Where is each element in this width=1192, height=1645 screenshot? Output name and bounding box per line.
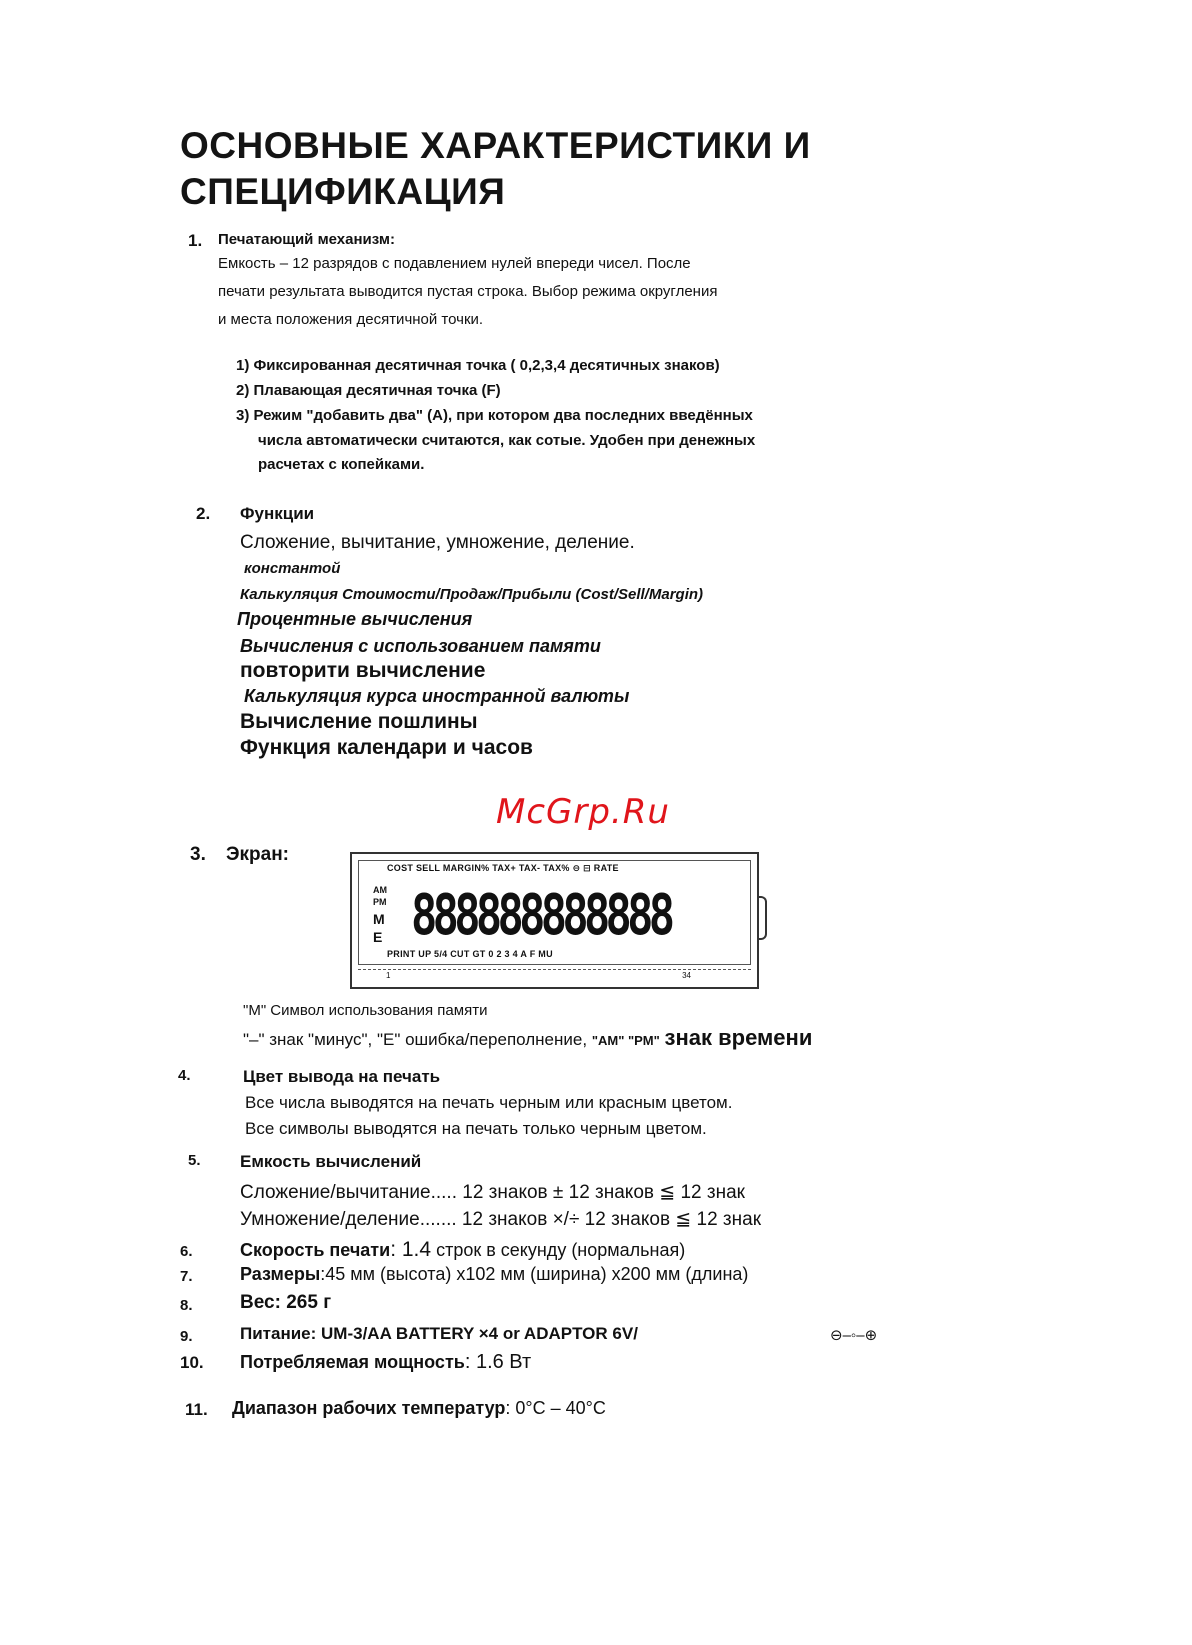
section-1-line1: Емкость – 12 разрядов с подавлением нулей впереди чисел. После <box>218 255 691 272</box>
section-2-number: 2. <box>196 504 211 523</box>
section-8-number: 8. <box>180 1297 193 1314</box>
section-11-row <box>232 1398 606 1419</box>
section-4-line2: Все символы выводятся на печать только черным цветом. <box>245 1119 707 1138</box>
note-signs <box>243 1025 812 1051</box>
power-consumption-label: Потребляемая мощность <box>240 1352 465 1372</box>
section-9-number: 9. <box>180 1328 193 1345</box>
weight-label: Вес <box>240 1292 275 1313</box>
section-3-heading: Экран: <box>226 844 290 865</box>
section-1-item2: 2) Плавающая десятичная точка (F) <box>236 382 501 399</box>
lcd-display-diagram <box>350 852 759 989</box>
note-time-sign: знак времени <box>664 1025 813 1050</box>
section-5-line2: Умножение/деление....... 12 знаков ×/÷ 12 знаков ≦ 12 знак <box>240 1209 762 1230</box>
print-speed-value: : 1.4 <box>390 1238 432 1261</box>
section-1-item3c: расчетах с копейками. <box>258 456 425 473</box>
function-2: константой <box>244 560 341 577</box>
lcd-error-symbol: E <box>373 929 383 945</box>
section-3-number: 3. <box>190 844 206 865</box>
lcd-memory-symbol: M <box>373 911 385 927</box>
section-7-number: 7. <box>180 1268 193 1285</box>
lcd-scale-right: 34 <box>682 971 691 980</box>
section-1-heading: Печатающий механизм: <box>218 231 395 248</box>
temperature-label: Диапазон рабочих температур <box>232 1398 506 1418</box>
function-1: Сложение, вычитание, умножение, деление. <box>240 532 635 553</box>
function-7: Калькуляция курса иностранной валюты <box>244 686 630 706</box>
function-4: Процентные вычисления <box>237 609 473 629</box>
section-1-number: 1. <box>188 231 203 250</box>
section-4-heading: Цвет вывода на печать <box>243 1067 441 1086</box>
page-title-line1: ОСНОВНЫЕ ХАРАКТЕРИСТИКИ И <box>180 125 811 166</box>
power-label: Питание <box>240 1324 311 1343</box>
section-5-heading: Емкость вычислений <box>240 1152 422 1171</box>
section-5-line1: Сложение/вычитание..... 12 знаков ± 12 знаков ≦ 12 знак <box>240 1182 745 1203</box>
print-speed-label: Скорость печати <box>240 1240 391 1260</box>
section-1-item3a: 3) Режим "добавить два" (A), при котором два последних введённых <box>236 407 753 424</box>
section-10-number: 10. <box>180 1353 204 1372</box>
weight-value: : 265 г <box>274 1292 332 1313</box>
dimensions-value: :45 мм (высота) x102 мм (ширина) x200 мм (длина) <box>320 1264 749 1284</box>
dimensions-label: Размеры <box>240 1264 321 1284</box>
section-5-number: 5. <box>188 1152 201 1169</box>
page-title-line2: СПЕЦИФИКАЦИЯ <box>180 171 506 212</box>
section-10-row <box>240 1351 531 1374</box>
watermark: McGrp.Ru <box>496 792 670 832</box>
lcd-side-tab <box>757 896 767 940</box>
section-1-item1: 1) Фиксированная десятичная точка ( 0,2,3,4 десятичных знаков) <box>236 357 720 374</box>
power-consumption-value: : 1.6 Вт <box>464 1351 532 1373</box>
section-6-number: 6. <box>180 1243 193 1260</box>
note-am-pm: "AM" "PM" <box>591 1033 660 1048</box>
power-value: : UM-3/AA BATTERY ×4 or ADAPTOR 6V/ <box>310 1324 638 1343</box>
lcd-scale-left: 1 <box>386 971 391 980</box>
section-1-item3b: числа автоматически считаются, как сотые. Удобен при денежных <box>258 432 756 449</box>
lcd-segment-scale <box>358 969 751 982</box>
note-memory-symbol: "M" Символ использования памяти <box>243 1002 488 1019</box>
function-6: повторити вычисление <box>240 659 486 682</box>
lcd-am-label: AM <box>373 885 387 895</box>
section-4-number: 4. <box>178 1067 191 1084</box>
section-9-row <box>240 1324 638 1344</box>
section-11-number: 11. <box>185 1400 208 1419</box>
lcd-digits: 888888888888 <box>411 883 671 948</box>
lcd-bottom-annunciators: PRINT UP 5/4 CUT GT 0 2 3 4 A F MU <box>387 949 553 959</box>
lcd-pm-label: PM <box>373 897 387 907</box>
lcd-screen <box>358 860 751 965</box>
note-signs-text: "–" знак "минус", "E" ошибка/переполнение, <box>243 1030 588 1049</box>
section-7-row <box>240 1264 748 1285</box>
function-3: Калькуляция Стоимости/Продаж/Прибыли (Cost/Sell/Margin) <box>240 586 704 603</box>
section-6-row <box>240 1238 685 1262</box>
section-8-row <box>240 1292 331 1314</box>
section-4-line1: Все числа выводятся на печать черным или красным цветом. <box>245 1093 733 1112</box>
section-1-line3: и места положения десятичной точки. <box>218 311 484 328</box>
section-1-line2: печати результата выводится пустая строка. Выбор режима округления <box>218 283 718 300</box>
function-8: Вычисление пошлины <box>240 710 478 733</box>
print-speed-rest: строк в секунду (нормальная) <box>436 1240 686 1260</box>
function-5: Вычисления с использованием памяти <box>240 636 601 656</box>
function-9: Функция календари и часов <box>240 736 533 759</box>
polarity-icon: ⊖–◦–⊕ <box>830 1327 878 1344</box>
temperature-value: : 0°C – 40°C <box>505 1398 606 1418</box>
section-2-heading: Функции <box>240 504 315 523</box>
lcd-top-annunciators: COST SELL MARGIN% TAX+ TAX- TAX% ⊖ ⊟ RATE <box>387 863 619 873</box>
